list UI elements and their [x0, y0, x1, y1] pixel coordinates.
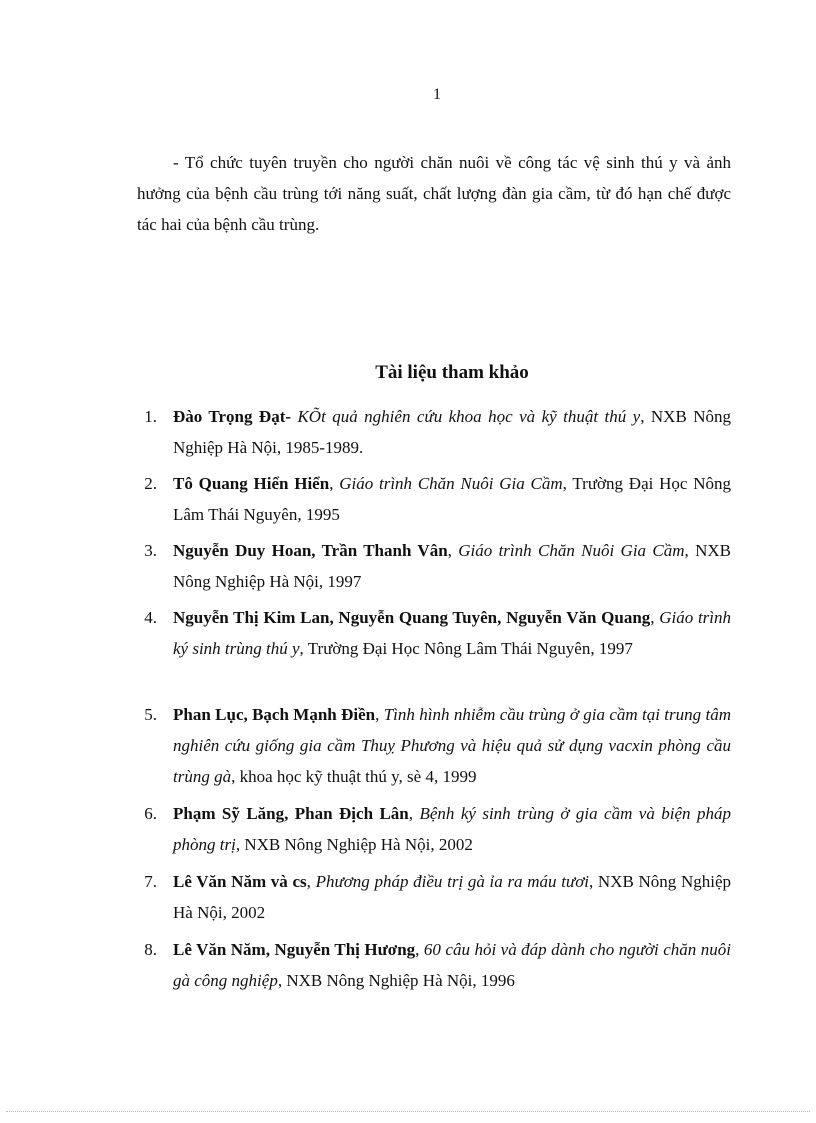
reference-authors: Nguyễn Thị Kim Lan, Nguyễn Quang Tuyên, Nguyễn Văn Quang	[173, 608, 651, 627]
reference-title: Giáo trình ký sinh trùng thú y	[173, 608, 732, 658]
reference-number: 5.	[144, 705, 157, 724]
reference-title: Giáo trình Chăn Nuôi Gia Cầm	[458, 541, 685, 560]
reference-number: 7.	[144, 872, 157, 891]
reference-authors: Phạm Sỹ Lăng, Phan Địch Lân	[173, 804, 409, 823]
reference-publisher: , khoa học kỹ thuật thú y, sè 4, 1999	[231, 767, 477, 786]
reference-authors: Tô Quang Hiển Hiển	[173, 474, 330, 493]
reference-publisher: , NXB Nông Nghiệp Hà Nội, 1985-1989.	[173, 407, 731, 457]
reference-item	[144, 401, 731, 463]
reference-item	[144, 798, 731, 860]
reference-publisher: , NXB Nông Nghiệp Hà Nội, 2002	[173, 872, 732, 922]
reference-number: 1.	[144, 407, 157, 426]
reference-authors: Lê Văn Năm, Nguyễn Thị Hương	[173, 940, 416, 959]
reference-number: 6.	[144, 804, 157, 823]
reference-separator: ,	[650, 608, 660, 627]
reference-separator: ,	[447, 541, 459, 560]
reference-item	[144, 866, 732, 928]
reference-number: 4.	[144, 608, 157, 627]
reference-item	[144, 468, 731, 530]
reference-title: Giáo trình Chăn Nuôi Gia Cầm	[339, 474, 563, 493]
reference-item	[144, 535, 731, 597]
intro-paragraph: - Tổ chức tuyên truyền cho người chăn nuôi về công tác vệ sinh thú y và ảnh hưởng của bệnh cầu trùng tới năng suất, chất lượng đàn gia cầm, từ đó hạn chế được tác hai của bệnh cầu trùng.	[137, 153, 731, 234]
references-heading: Tài liệu tham khảo	[375, 362, 529, 383]
reference-authors: Đào Trọng Đạt-	[173, 407, 292, 426]
reference-separator: ,	[375, 705, 384, 724]
reference-publisher: , NXB Nông Nghiệp Hà Nội, 1997	[173, 541, 731, 591]
reference-publisher: , NXB Nông Nghiệp Hà Nội, 2002	[235, 835, 473, 854]
reference-separator: ,	[329, 474, 340, 493]
reference-authors: Nguyễn Duy Hoan, Trần Thanh Vân	[173, 541, 448, 560]
reference-authors: Lê Văn Năm và cs	[173, 872, 307, 891]
reference-publisher: , Trường Đại Học Nông Lâm Thái Nguyên, 1997	[299, 639, 633, 658]
reference-item	[144, 934, 732, 996]
reference-number: 2.	[144, 474, 157, 493]
page-bottom-rule	[6, 1111, 810, 1112]
reference-number: 8.	[144, 940, 157, 959]
reference-title: KÕt quả nghiên cứu khoa học và kỹ thuật thú y	[297, 407, 641, 426]
reference-item	[144, 602, 732, 664]
reference-number: 3.	[144, 541, 157, 560]
reference-title: Phương pháp điều trị gà ỉa ra máu tươi	[315, 872, 589, 891]
reference-separator: ,	[415, 940, 424, 959]
reference-title: Tình hình nhiễm cầu trùng ở gia cầm tại trung tâm nghiên cứu giống gia cầm Thuỵ Phương và hiệu quả sử dụng vacxin phòng cầu trùng gà	[173, 705, 732, 786]
reference-item	[144, 699, 732, 792]
reference-authors: Phan Lục, Bạch Mạnh Điền	[173, 705, 376, 724]
reference-title: Bệnh ký sinh trùng ở gia cầm và biện pháp phòng trị	[173, 804, 731, 854]
page-number: 1	[433, 86, 441, 103]
reference-separator: ,	[306, 872, 316, 891]
reference-separator: ,	[408, 804, 420, 823]
reference-title: 60 câu hỏi và đáp dành cho người chăn nuôi gà công nghiệp	[173, 940, 732, 990]
reference-publisher: , NXB Nông Nghiệp Hà Nội, 1996	[277, 971, 515, 990]
reference-publisher: , Trường Đại Học Nông Lâm Thái Nguyên, 1995	[173, 474, 731, 524]
